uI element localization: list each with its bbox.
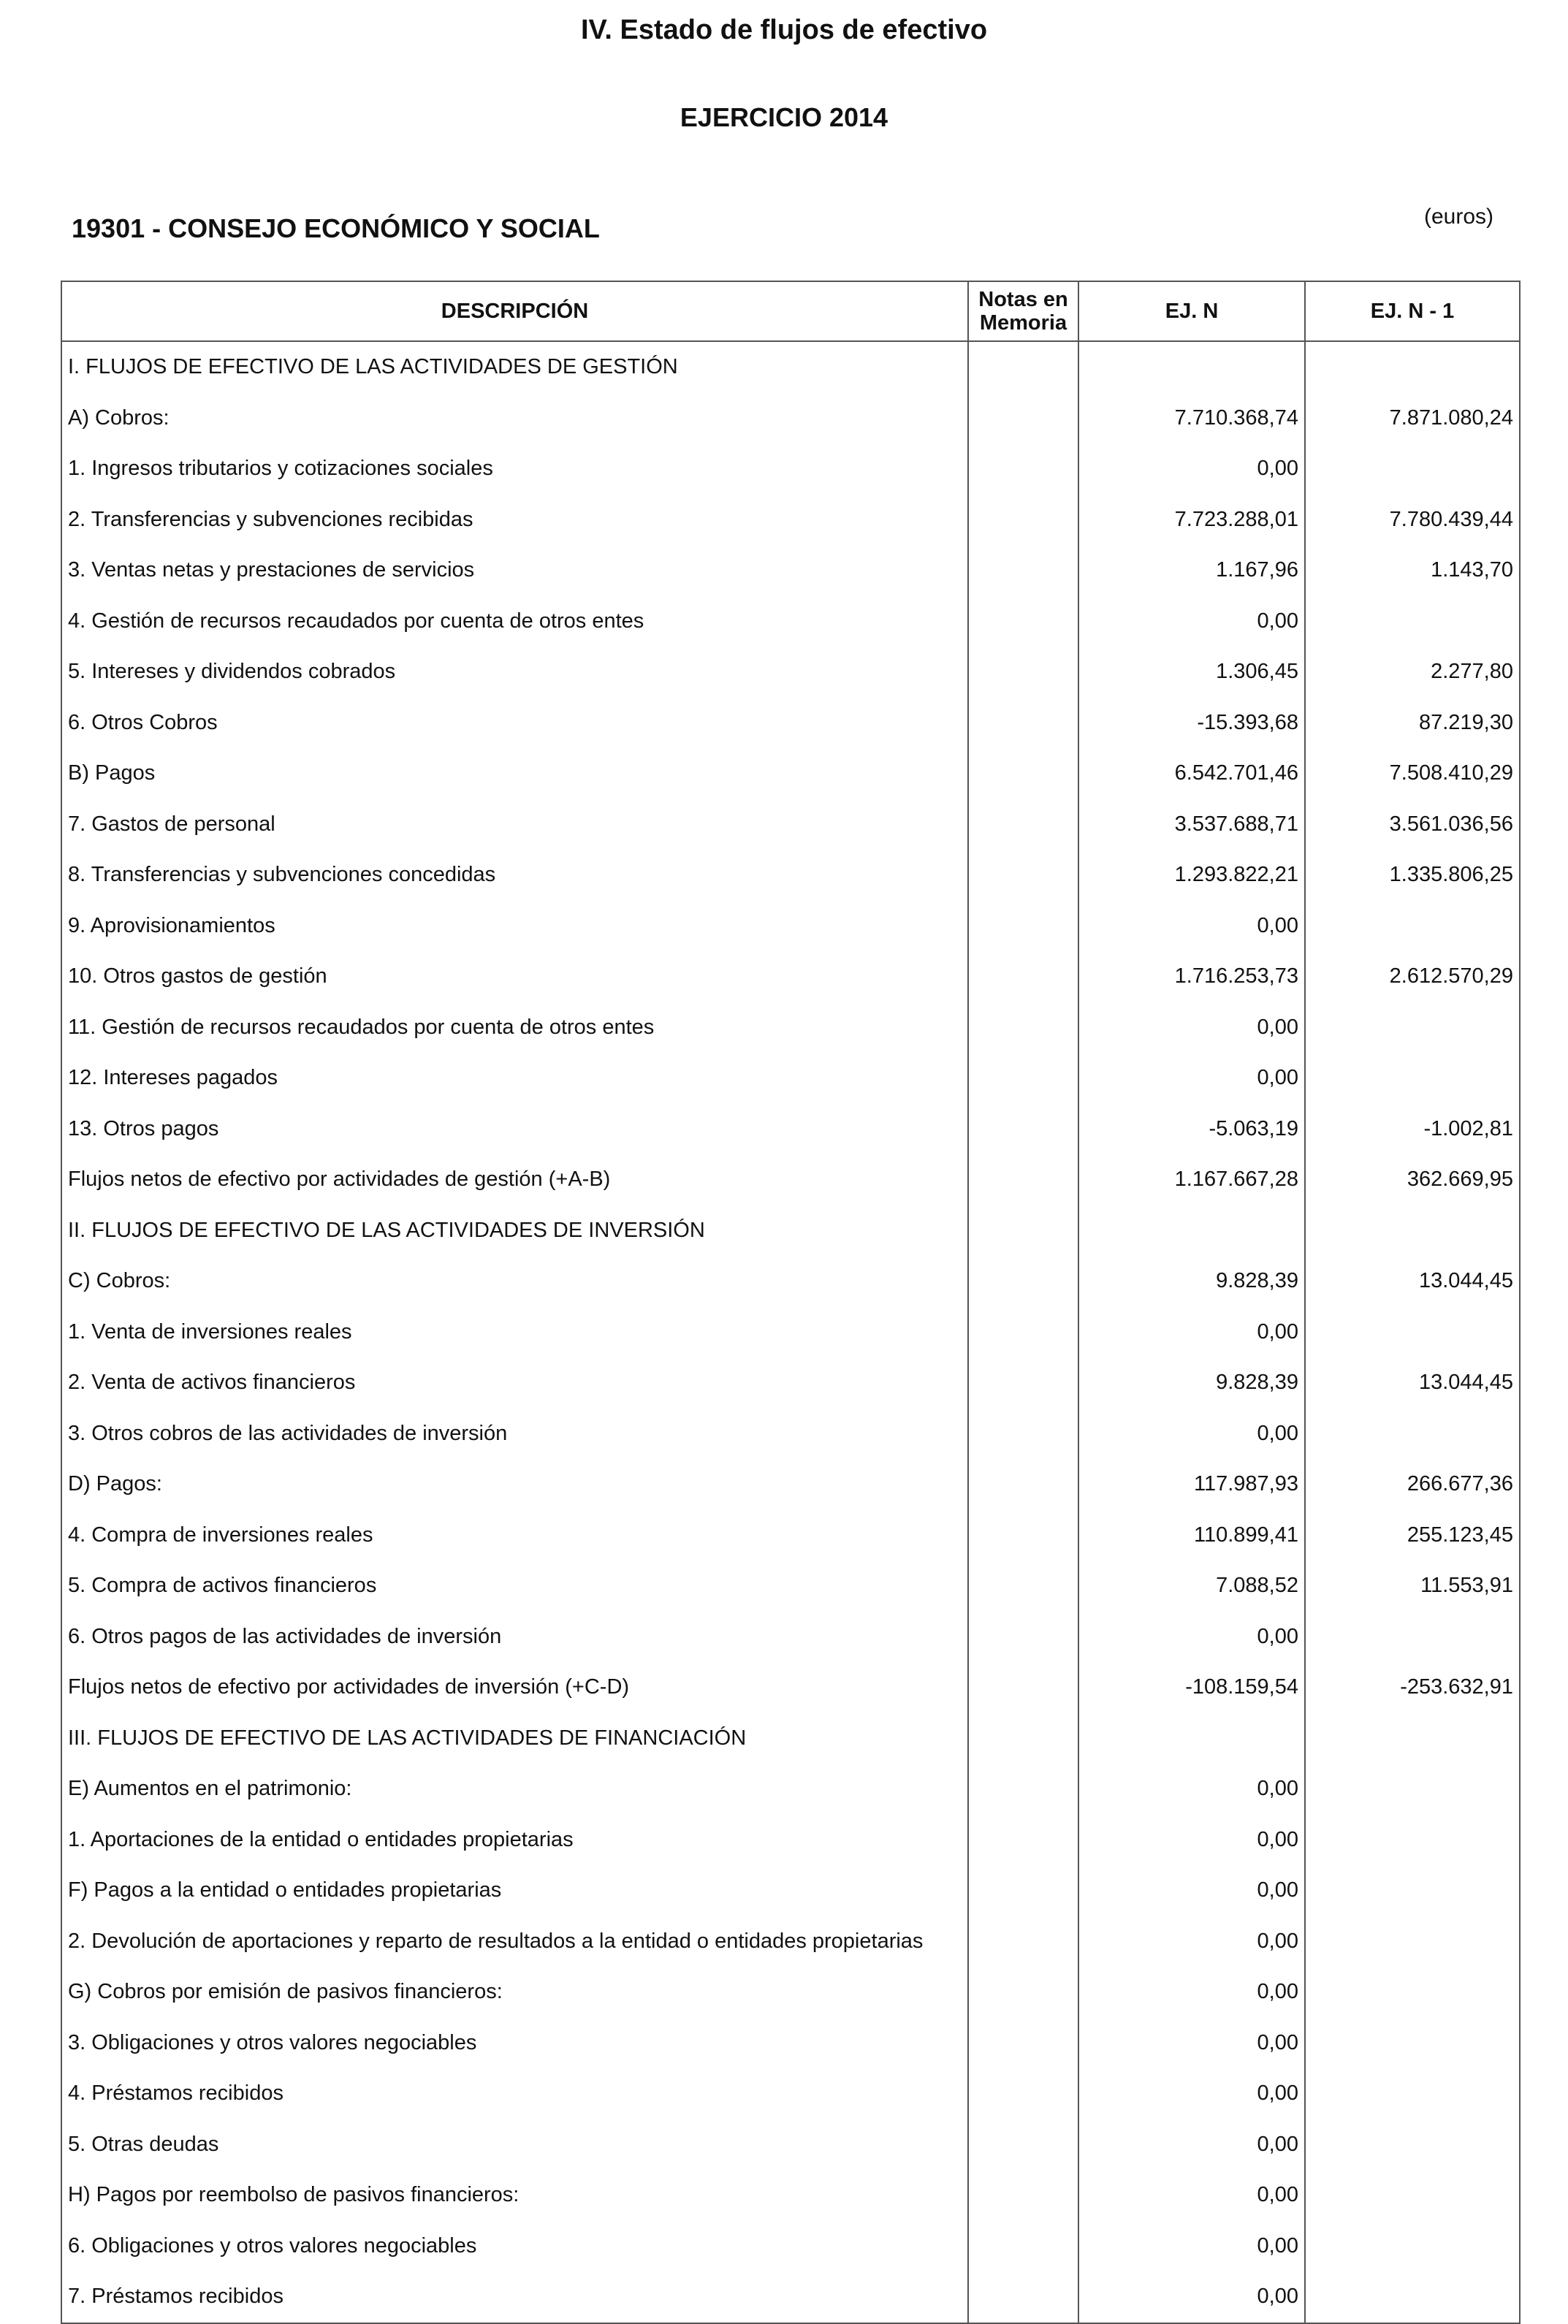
row-value-current: 0,00 <box>1078 2018 1305 2069</box>
row-description: 3. Otros cobros de las actividades de inversión <box>61 1409 968 1460</box>
row-value-current: 0,00 <box>1078 1815 1305 1866</box>
table-row <box>61 443 1520 495</box>
row-description: II. FLUJOS DE EFECTIVO DE LAS ACTIVIDADES DE INVERSIÓN <box>61 1205 968 1257</box>
row-description: 4. Gestión de recursos recaudados por cuenta de otros entes <box>61 596 968 647</box>
table-body <box>61 341 1520 2323</box>
row-value-previous: 1.335.806,25 <box>1305 850 1520 901</box>
row-description: Flujos netos de efectivo por actividades de inversión (+C-D) <box>61 1662 968 1713</box>
row-value-previous <box>1305 443 1520 495</box>
row-description: 7. Gastos de personal <box>61 799 968 850</box>
row-notes <box>968 1916 1078 1967</box>
row-value-previous: 13.044,45 <box>1305 1357 1520 1409</box>
row-notes <box>968 1612 1078 1663</box>
row-value-previous: 255.123,45 <box>1305 1510 1520 1561</box>
row-notes <box>968 1002 1078 1054</box>
table-row <box>61 495 1520 546</box>
row-description: H) Pagos por reembolso de pasivos financieros: <box>61 2170 968 2221</box>
row-description: 1. Venta de inversiones reales <box>61 1307 968 1358</box>
row-value-previous <box>1305 1409 1520 1460</box>
row-description: D) Pagos: <box>61 1459 968 1510</box>
row-notes <box>968 341 1078 393</box>
row-value-previous <box>1305 901 1520 952</box>
row-value-current: 0,00 <box>1078 2119 1305 2171</box>
row-value-current: 1.716.253,73 <box>1078 951 1305 1002</box>
row-description: Flujos netos de efectivo por actividades de gestión (+A-B) <box>61 1154 968 1205</box>
row-notes <box>968 2068 1078 2119</box>
table-row <box>61 1612 1520 1663</box>
row-value-previous: 13.044,45 <box>1305 1256 1520 1307</box>
row-value-previous: 2.612.570,29 <box>1305 951 1520 1002</box>
table-row <box>61 1459 1520 1510</box>
table-row <box>61 1205 1520 1257</box>
row-value-previous: 7.871.080,24 <box>1305 393 1520 444</box>
row-value-current: 7.723.288,01 <box>1078 495 1305 546</box>
row-value-current <box>1078 341 1305 393</box>
row-value-current: 0,00 <box>1078 1916 1305 1967</box>
page-title: IV. Estado de flujos de efectivo <box>580 15 988 45</box>
table-row <box>61 545 1520 596</box>
row-value-current: 1.167.667,28 <box>1078 1154 1305 1205</box>
row-value-current: 110.899,41 <box>1078 1510 1305 1561</box>
row-value-current: -15.393,68 <box>1078 698 1305 749</box>
table-row <box>61 850 1520 901</box>
table-row <box>61 2271 1520 2323</box>
row-value-previous <box>1305 2170 1520 2221</box>
table-row <box>61 1053 1520 1104</box>
row-description: E) Aumentos en el patrimonio: <box>61 1764 968 1815</box>
row-value-previous <box>1305 1916 1520 1967</box>
row-description: III. FLUJOS DE EFECTIVO DE LAS ACTIVIDADES DE FINANCIACIÓN <box>61 1713 968 1764</box>
row-value-current: -5.063,19 <box>1078 1104 1305 1155</box>
row-value-previous <box>1305 596 1520 647</box>
row-description: 2. Transferencias y subvenciones recibidas <box>61 495 968 546</box>
row-value-previous: 266.677,36 <box>1305 1459 1520 1510</box>
row-description: 12. Intereses pagados <box>61 1053 968 1104</box>
row-value-current: 0,00 <box>1078 596 1305 647</box>
row-notes <box>968 1713 1078 1764</box>
row-notes <box>968 443 1078 495</box>
row-description: 2. Devolución de aportaciones y reparto de resultados a la entidad o entidades propietarias <box>61 1916 968 1967</box>
table-row <box>61 1409 1520 1460</box>
row-value-previous <box>1305 1053 1520 1104</box>
row-description: 6. Obligaciones y otros valores negociables <box>61 2221 968 2272</box>
table-row <box>61 393 1520 444</box>
row-notes <box>968 1815 1078 1866</box>
table-row <box>61 1865 1520 1916</box>
row-notes <box>968 698 1078 749</box>
row-value-previous: 2.277,80 <box>1305 647 1520 698</box>
entity-name: 19301 - CONSEJO ECONÓMICO Y SOCIAL <box>72 213 600 243</box>
row-value-previous: 3.561.036,56 <box>1305 799 1520 850</box>
row-description: 5. Otras deudas <box>61 2119 968 2171</box>
header-previous-year: EJ. N - 1 <box>1305 281 1520 341</box>
row-value-current: 0,00 <box>1078 1612 1305 1663</box>
cash-flow-table <box>61 281 1521 2324</box>
row-value-current: 1.306,45 <box>1078 647 1305 698</box>
row-notes <box>968 1967 1078 2018</box>
row-description: 10. Otros gastos de gestión <box>61 951 968 1002</box>
table-row <box>61 951 1520 1002</box>
row-notes <box>968 1409 1078 1460</box>
row-value-previous <box>1305 1865 1520 1916</box>
row-value-previous <box>1305 2119 1520 2171</box>
row-value-current: 0,00 <box>1078 1002 1305 1054</box>
table-row <box>61 2221 1520 2272</box>
table-row <box>61 1104 1520 1155</box>
row-description: 11. Gestión de recursos recaudados por cuenta de otros entes <box>61 1002 968 1054</box>
row-value-previous: 7.780.439,44 <box>1305 495 1520 546</box>
row-value-current: 0,00 <box>1078 2170 1305 2221</box>
row-value-current: 0,00 <box>1078 901 1305 952</box>
row-notes <box>968 951 1078 1002</box>
row-description: 1. Ingresos tributarios y cotizaciones sociales <box>61 443 968 495</box>
table-row <box>61 1307 1520 1358</box>
row-notes <box>968 2271 1078 2323</box>
row-value-current: 9.828,39 <box>1078 1256 1305 1307</box>
row-value-previous <box>1305 1967 1520 2018</box>
fiscal-year-heading: EJERCICIO 2014 <box>680 102 888 132</box>
row-value-current: 117.987,93 <box>1078 1459 1305 1510</box>
row-notes <box>968 1357 1078 1409</box>
row-value-current: 0,00 <box>1078 2068 1305 2119</box>
row-notes <box>968 393 1078 444</box>
row-description: 5. Compra de activos financieros <box>61 1561 968 1612</box>
table-row <box>61 1256 1520 1307</box>
row-description: 13. Otros pagos <box>61 1104 968 1155</box>
row-description: A) Cobros: <box>61 393 968 444</box>
row-notes <box>968 1662 1078 1713</box>
table-row <box>61 596 1520 647</box>
row-value-current: 0,00 <box>1078 1053 1305 1104</box>
header-current-year: EJ. N <box>1078 281 1305 341</box>
row-description: 7. Préstamos recibidos <box>61 2271 968 2323</box>
row-description: B) Pagos <box>61 748 968 799</box>
row-value-current: 3.537.688,71 <box>1078 799 1305 850</box>
currency-units: (euros) <box>1423 205 1493 229</box>
row-value-previous <box>1305 341 1520 393</box>
row-description: G) Cobros por emisión de pasivos financieros: <box>61 1967 968 2018</box>
row-value-current: 0,00 <box>1078 1967 1305 2018</box>
row-description: 2. Venta de activos financieros <box>61 1357 968 1409</box>
row-value-previous <box>1305 1307 1520 1358</box>
row-description: 1. Aportaciones de la entidad o entidades propietarias <box>61 1815 968 1866</box>
table-row <box>61 1713 1520 1764</box>
row-value-previous <box>1305 2018 1520 2069</box>
row-value-current: 0,00 <box>1078 1764 1305 1815</box>
row-value-previous <box>1305 1713 1520 1764</box>
row-value-previous: 362.669,95 <box>1305 1154 1520 1205</box>
table-row <box>61 647 1520 698</box>
row-notes <box>968 1459 1078 1510</box>
row-description: F) Pagos a la entidad o entidades propietarias <box>61 1865 968 1916</box>
row-notes <box>968 495 1078 546</box>
row-value-previous <box>1305 1002 1520 1054</box>
row-value-current: 0,00 <box>1078 1307 1305 1358</box>
row-notes <box>968 2119 1078 2171</box>
row-value-current: 1.167,96 <box>1078 545 1305 596</box>
table-row <box>61 1357 1520 1409</box>
row-value-current: 0,00 <box>1078 443 1305 495</box>
row-notes <box>968 2018 1078 2069</box>
row-notes <box>968 1510 1078 1561</box>
row-value-current: 6.542.701,46 <box>1078 748 1305 799</box>
row-notes <box>968 545 1078 596</box>
row-notes <box>968 799 1078 850</box>
header-notes: Notas en Memoria <box>968 281 1078 341</box>
row-notes <box>968 1256 1078 1307</box>
table-row <box>61 2068 1520 2119</box>
row-value-current: 7.088,52 <box>1078 1561 1305 1612</box>
row-description: 5. Intereses y dividendos cobrados <box>61 647 968 698</box>
table-row <box>61 901 1520 952</box>
row-value-previous <box>1305 1612 1520 1663</box>
row-value-current: -108.159,54 <box>1078 1662 1305 1713</box>
row-value-current <box>1078 1205 1305 1257</box>
row-notes <box>968 901 1078 952</box>
row-value-previous <box>1305 1764 1520 1815</box>
row-description: 4. Compra de inversiones reales <box>61 1510 968 1561</box>
table-row <box>61 2119 1520 2171</box>
row-value-current: 0,00 <box>1078 2271 1305 2323</box>
row-description: 9. Aprovisionamientos <box>61 901 968 952</box>
table-row <box>61 748 1520 799</box>
row-description: 8. Transferencias y subvenciones concedidas <box>61 850 968 901</box>
table-row <box>61 698 1520 749</box>
table-header-row <box>61 281 1520 341</box>
row-value-current: 7.710.368,74 <box>1078 393 1305 444</box>
header-description: DESCRIPCIÓN <box>61 281 968 341</box>
row-value-previous: 1.143,70 <box>1305 545 1520 596</box>
row-notes <box>968 1205 1078 1257</box>
table-row <box>61 1662 1520 1713</box>
table-row <box>61 1561 1520 1612</box>
table-row <box>61 2170 1520 2221</box>
row-notes <box>968 2170 1078 2221</box>
row-notes <box>968 1053 1078 1104</box>
row-notes <box>968 1154 1078 1205</box>
row-value-previous <box>1305 2221 1520 2272</box>
row-description: 3. Ventas netas y prestaciones de servicios <box>61 545 968 596</box>
row-notes <box>968 1307 1078 1358</box>
row-notes <box>968 850 1078 901</box>
row-value-previous <box>1305 2068 1520 2119</box>
row-value-current: 9.828,39 <box>1078 1357 1305 1409</box>
row-notes <box>968 647 1078 698</box>
row-notes <box>968 1561 1078 1612</box>
row-notes <box>968 1764 1078 1815</box>
row-value-previous <box>1305 1815 1520 1866</box>
row-value-previous <box>1305 2271 1520 2323</box>
table-row <box>61 1967 1520 2018</box>
row-description: 6. Otros Cobros <box>61 698 968 749</box>
row-value-previous: -253.632,91 <box>1305 1662 1520 1713</box>
row-notes <box>968 2221 1078 2272</box>
row-value-previous: -1.002,81 <box>1305 1104 1520 1155</box>
row-value-previous: 7.508.410,29 <box>1305 748 1520 799</box>
row-value-previous: 87.219,30 <box>1305 698 1520 749</box>
row-description: 3. Obligaciones y otros valores negociables <box>61 2018 968 2069</box>
row-notes <box>968 596 1078 647</box>
table-row <box>61 799 1520 850</box>
table-row <box>61 1510 1520 1561</box>
table-row <box>61 341 1520 393</box>
row-value-current: 0,00 <box>1078 1865 1305 1916</box>
row-notes <box>968 748 1078 799</box>
row-value-previous <box>1305 1205 1520 1257</box>
row-notes <box>968 1865 1078 1916</box>
row-value-current <box>1078 1713 1305 1764</box>
table-row <box>61 1002 1520 1054</box>
table-row <box>61 2018 1520 2069</box>
row-value-previous: 11.553,91 <box>1305 1561 1520 1612</box>
table-row <box>61 1154 1520 1205</box>
row-description: 6. Otros pagos de las actividades de inversión <box>61 1612 968 1663</box>
row-description: I. FLUJOS DE EFECTIVO DE LAS ACTIVIDADES DE GESTIÓN <box>61 341 968 393</box>
row-notes <box>968 1104 1078 1155</box>
row-description: 4. Préstamos recibidos <box>61 2068 968 2119</box>
row-value-current: 0,00 <box>1078 2221 1305 2272</box>
row-value-current: 1.293.822,21 <box>1078 850 1305 901</box>
row-description: C) Cobros: <box>61 1256 968 1307</box>
row-value-current: 0,00 <box>1078 1409 1305 1460</box>
table-row <box>61 1916 1520 1967</box>
table-row <box>61 1764 1520 1815</box>
table-row <box>61 1815 1520 1866</box>
